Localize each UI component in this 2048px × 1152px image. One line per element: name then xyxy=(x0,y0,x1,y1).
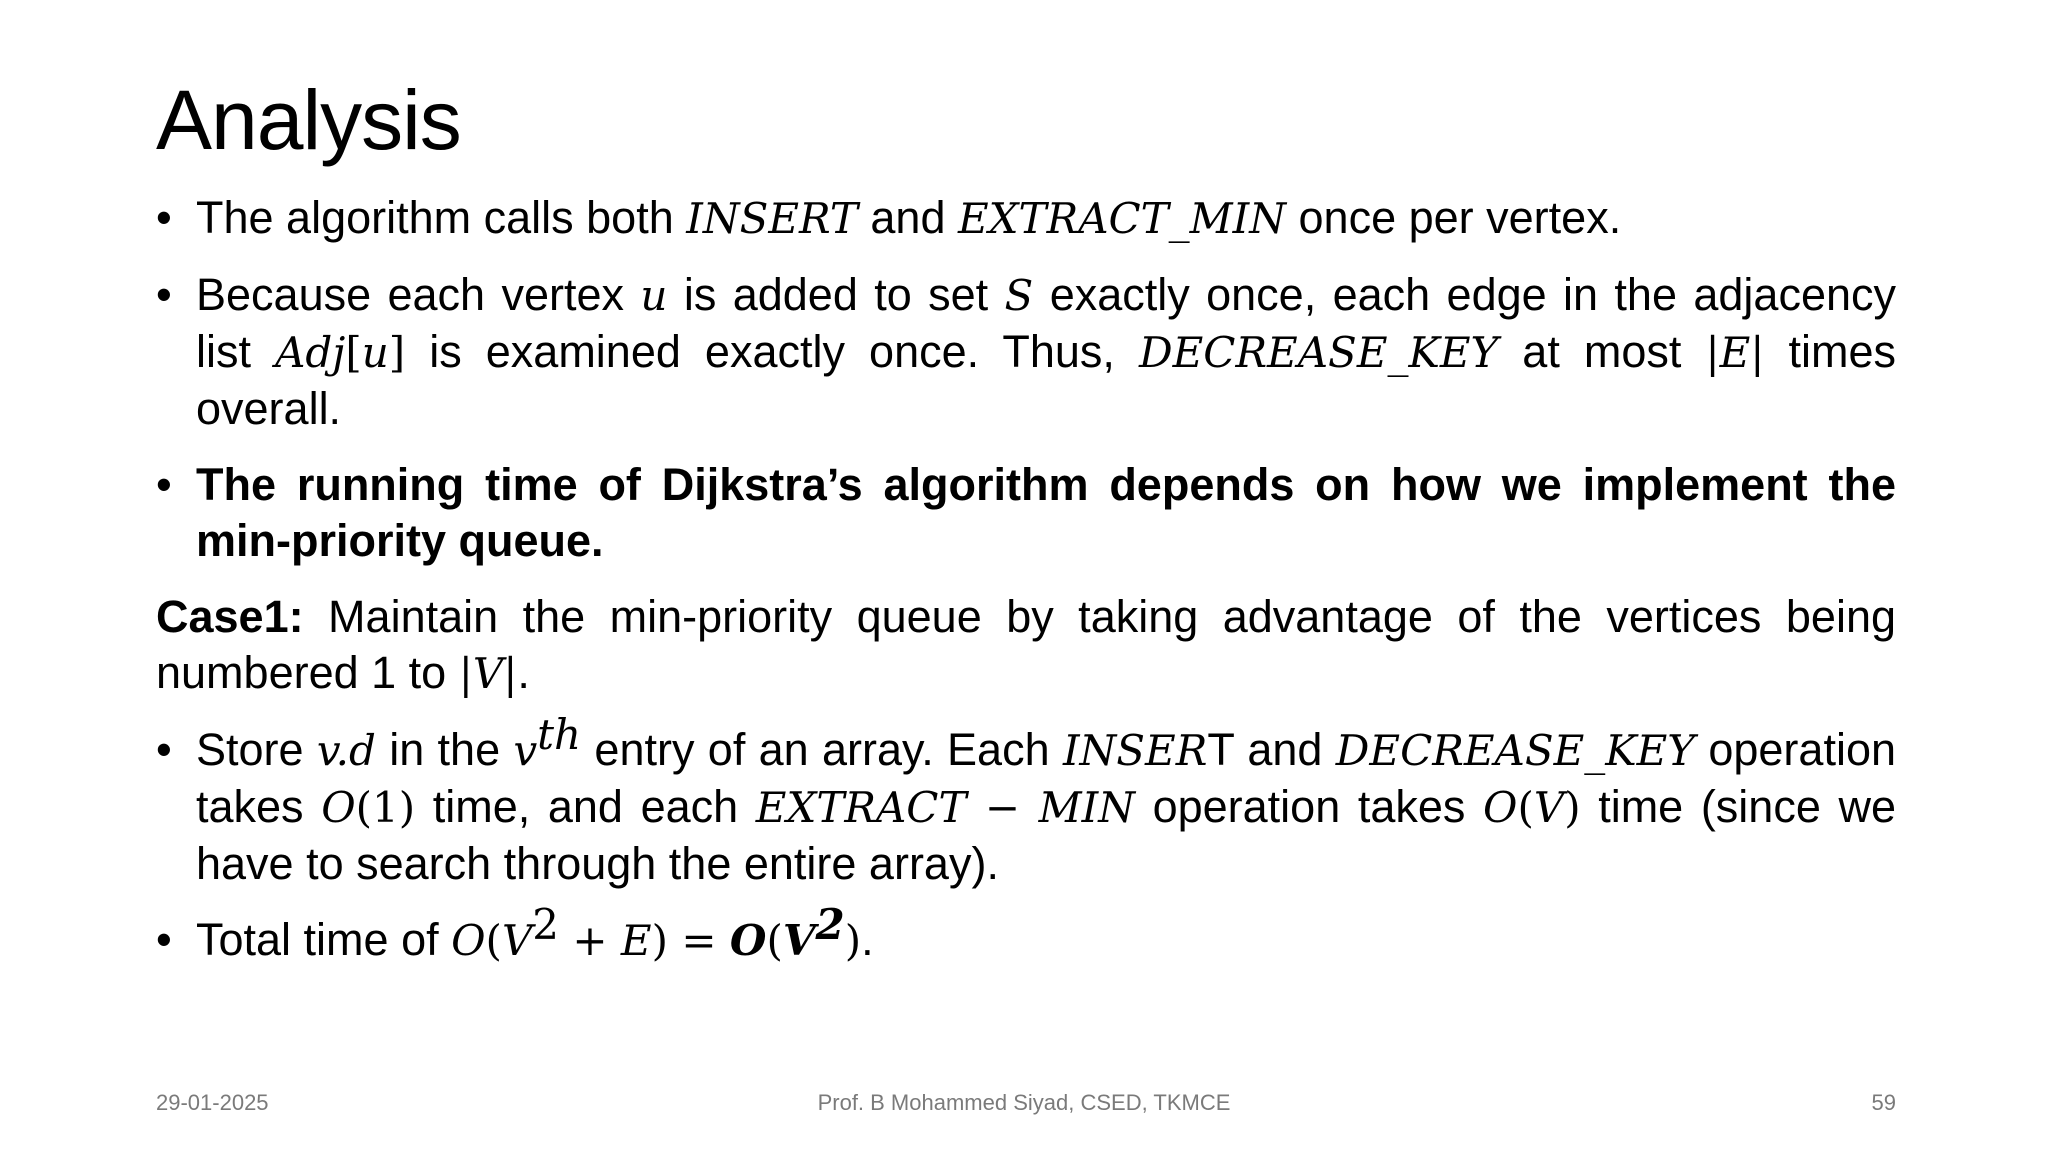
text: time, and each xyxy=(415,781,756,832)
case1-paragraph xyxy=(156,589,1896,702)
text: Total time of xyxy=(196,914,452,965)
bullet-icon: • xyxy=(156,914,172,965)
math-bar: | xyxy=(1750,328,1765,377)
text: times overall. xyxy=(196,326,1897,434)
text: operation takes xyxy=(196,724,1897,832)
math-v: V xyxy=(472,649,504,698)
slide-title: Analysis xyxy=(156,73,461,167)
math-e: E xyxy=(620,916,652,965)
bullet-total-time xyxy=(156,900,1896,969)
math-sup-2: 2 xyxy=(532,900,560,949)
math-u: u xyxy=(361,328,389,377)
math-paren-close: ) xyxy=(651,916,668,965)
text: and xyxy=(857,192,958,243)
text: is added to set xyxy=(667,269,1005,320)
math-extract: EXTRACT xyxy=(755,783,967,832)
math-equals: = xyxy=(667,916,730,965)
footer-page-number: 59 xyxy=(1871,1090,1896,1115)
text: once per vertex. xyxy=(1286,192,1622,243)
bullet-icon: • xyxy=(156,269,172,320)
bullet-icon: • xyxy=(156,724,172,775)
text-bold: The running time of Dijkstra’s algorithm depends on how we implement the min-priority queue. xyxy=(196,459,1896,566)
footer-author: Prof. B Mohammed Siyad, CSED, TKMCE xyxy=(817,1090,1231,1115)
math-bar: | xyxy=(458,649,473,698)
math-min: MIN xyxy=(1038,783,1135,832)
text: Store xyxy=(196,724,317,775)
math-paren-close: ) xyxy=(1564,783,1581,832)
math-bar: | xyxy=(503,649,518,698)
math-v: V xyxy=(1533,783,1565,832)
bullet-running-time xyxy=(156,457,1896,569)
math-minus: − xyxy=(966,783,1039,832)
case1-label: Case1: xyxy=(156,591,304,642)
math-paren-open: ( xyxy=(1517,783,1534,832)
text: exactly once, each edge in the adjacency list xyxy=(196,269,1896,377)
text: is examined exactly once. Thus, xyxy=(405,326,1139,377)
math-decrease-key: DECREASE_KEY xyxy=(1138,328,1499,377)
bullet-icon: • xyxy=(156,192,172,243)
math-o: O xyxy=(451,916,486,965)
bullet-insert-extract xyxy=(156,190,1896,247)
math-sup-th: th xyxy=(537,710,582,759)
bullet-icon: • xyxy=(156,459,172,510)
math-s: S xyxy=(1004,271,1034,320)
text: . xyxy=(861,914,874,965)
text: at most xyxy=(1498,326,1706,377)
bullet-store-array xyxy=(156,710,1897,892)
math-bar: | xyxy=(1705,328,1720,377)
text: operation takes xyxy=(1134,781,1484,832)
math-one: (1) xyxy=(355,783,416,832)
math-u: u xyxy=(640,271,668,320)
text: Maintain the min-priority queue by taking advantage of the vertices being numbered 1 to xyxy=(156,591,1896,698)
text: T and xyxy=(1207,724,1336,775)
text: Because each vertex xyxy=(196,269,641,320)
math-bracket-close: ] xyxy=(388,328,406,377)
math-v: v xyxy=(513,726,538,775)
math-v-bold: V xyxy=(782,916,816,965)
math-o: O xyxy=(1483,783,1518,832)
math-v-d: v.d xyxy=(316,726,376,775)
bullet-each-vertex xyxy=(156,267,1896,437)
text: time (since we have to search through the entire array). xyxy=(196,781,1897,889)
math-inser: INSER xyxy=(1062,726,1208,775)
math-sup-2-bold: 2 xyxy=(815,900,845,949)
math-extract-min: EXTRACT_MIN xyxy=(958,194,1287,243)
math-paren-close: ) xyxy=(844,916,862,965)
slide-content xyxy=(156,190,1896,989)
math-decrease-key: DECREASE_KEY xyxy=(1335,726,1696,775)
text: The algorithm calls both xyxy=(196,192,687,243)
math-bracket-open: [ xyxy=(345,328,362,377)
math-insert: INSERT xyxy=(686,194,858,243)
text: in the xyxy=(375,724,514,775)
math-paren-open: ( xyxy=(766,916,783,965)
math-o-bold: O xyxy=(729,916,767,965)
text: . xyxy=(517,647,530,698)
math-paren-open: ( xyxy=(485,916,502,965)
footer-date: 29-01-2025 xyxy=(156,1090,269,1115)
math-adj: Adj xyxy=(275,328,346,377)
math-o: O xyxy=(321,783,356,832)
math-v: V xyxy=(501,916,533,965)
math-e: E xyxy=(1719,328,1751,377)
math-plus: + xyxy=(559,916,621,965)
text: entry of an array. Each xyxy=(581,724,1063,775)
